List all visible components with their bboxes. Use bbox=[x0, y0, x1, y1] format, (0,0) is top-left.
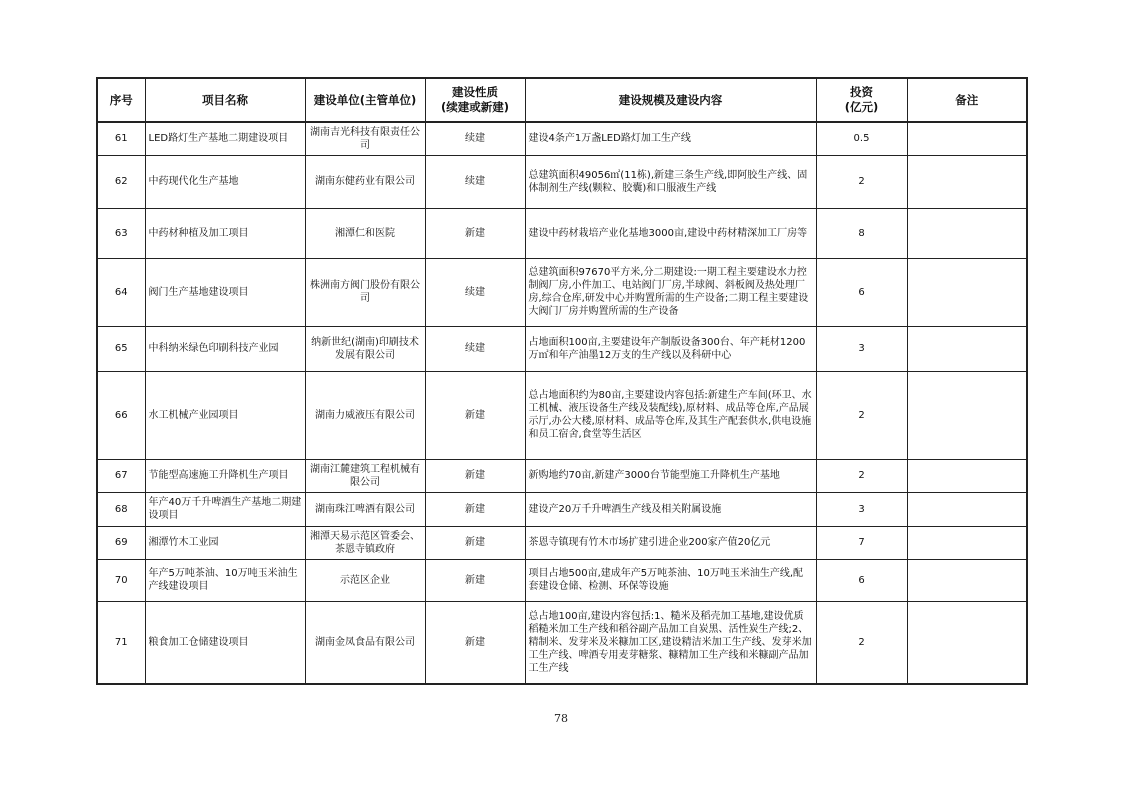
cell-nature: 续建 bbox=[425, 326, 525, 371]
table-row bbox=[97, 208, 1027, 258]
cell-investment: 6 bbox=[816, 559, 907, 601]
cell-remarks bbox=[907, 122, 1027, 155]
cell-unit: 株洲南方阀门股份有限公司 bbox=[305, 258, 425, 326]
cell-unit: 湖南东健药业有限公司 bbox=[305, 155, 425, 208]
header-investment-line2: (亿元) bbox=[844, 100, 879, 114]
header-name: 项目名称 bbox=[145, 78, 305, 122]
cell-remarks bbox=[907, 155, 1027, 208]
cell-name: 中药现代化生产基地 bbox=[145, 155, 305, 208]
cell-scope: 总建筑面积97670平方米,分二期建设:一期工程主要建设水力控制阀厂房,小件加工、电站阀门厂房,半球阀、斜板阀及热处理厂房,综合仓库,研发中心并购置所需的生产设备;二期工程主要建设大阀门厂房并购置所需的生产设备 bbox=[525, 258, 816, 326]
cell-investment: 3 bbox=[816, 492, 907, 526]
cell-no: 61 bbox=[97, 122, 145, 155]
header-no: 序号 bbox=[97, 78, 145, 122]
cell-investment: 2 bbox=[816, 601, 907, 684]
cell-unit: 纳新世纪(湖南)印刷技术发展有限公司 bbox=[305, 326, 425, 371]
cell-remarks bbox=[907, 258, 1027, 326]
cell-investment: 8 bbox=[816, 208, 907, 258]
cell-scope: 项目占地500亩,建成年产5万吨茶油、10万吨玉米油生产线,配套建设仓储、检测、环保等设施 bbox=[525, 559, 816, 601]
cell-investment: 2 bbox=[816, 459, 907, 492]
cell-nature: 新建 bbox=[425, 559, 525, 601]
cell-no: 63 bbox=[97, 208, 145, 258]
cell-no: 71 bbox=[97, 601, 145, 684]
cell-scope: 茶恩寺镇现有竹木市场扩建引进企业200家产值20亿元 bbox=[525, 526, 816, 559]
header-remarks: 备注 bbox=[907, 78, 1027, 122]
table-row bbox=[97, 155, 1027, 208]
cell-nature: 新建 bbox=[425, 601, 525, 684]
cell-unit: 湖南珠江啤酒有限公司 bbox=[305, 492, 425, 526]
cell-unit: 湖南吉光科技有限责任公司 bbox=[305, 122, 425, 155]
table-row bbox=[97, 258, 1027, 326]
cell-scope: 总建筑面积49056㎡(11栋),新建三条生产线,即阿胶生产线、固体制剂生产线(颗粒、胶囊)和口服液生产线 bbox=[525, 155, 816, 208]
header-scope: 建设规模及建设内容 bbox=[525, 78, 816, 122]
header-nature-line2: (续建或新建) bbox=[440, 100, 509, 114]
cell-scope: 建设4条产1万盏LED路灯加工生产线 bbox=[525, 122, 816, 155]
cell-no: 68 bbox=[97, 492, 145, 526]
cell-name: LED路灯生产基地二期建设项目 bbox=[145, 122, 305, 155]
table-row bbox=[97, 601, 1027, 684]
cell-investment: 7 bbox=[816, 526, 907, 559]
table-row bbox=[97, 326, 1027, 371]
cell-remarks bbox=[907, 326, 1027, 371]
cell-name: 粮食加工仓储建设项目 bbox=[145, 601, 305, 684]
cell-scope: 建设中药材栽培产业化基地3000亩,建设中药材精深加工厂房等 bbox=[525, 208, 816, 258]
cell-name: 水工机械产业园项目 bbox=[145, 371, 305, 459]
table-header bbox=[97, 78, 1027, 122]
cell-name: 年产40万千升啤酒生产基地二期建设项目 bbox=[145, 492, 305, 526]
table-row bbox=[97, 559, 1027, 601]
cell-name: 中科纳米绿色印刷科技产业园 bbox=[145, 326, 305, 371]
cell-remarks bbox=[907, 371, 1027, 459]
cell-scope: 总占地100亩,建设内容包括:1、糙米及稻壳加工基地,建设优质稻糙米加工生产线和稻谷副产品加工自炭黑、活性炭生产线;2、精制米、发芽米及米糠加工区,建设精洁米加工生产线、发芽米加工生产线、啤酒专用麦芽糖浆、糠精加工生产线和米糠副产品加工生产线 bbox=[525, 601, 816, 684]
header-nature bbox=[425, 78, 525, 122]
cell-nature: 新建 bbox=[425, 371, 525, 459]
cell-investment: 0.5 bbox=[816, 122, 907, 155]
cell-nature: 续建 bbox=[425, 155, 525, 208]
cell-no: 67 bbox=[97, 459, 145, 492]
cell-no: 69 bbox=[97, 526, 145, 559]
cell-remarks bbox=[907, 208, 1027, 258]
cell-name: 中药材种植及加工项目 bbox=[145, 208, 305, 258]
cell-scope: 建设产20万千升啤酒生产线及相关附属设施 bbox=[525, 492, 816, 526]
table-row bbox=[97, 122, 1027, 155]
cell-unit: 示范区企业 bbox=[305, 559, 425, 601]
header-investment-line1: 投资 bbox=[850, 85, 873, 99]
cell-remarks bbox=[907, 459, 1027, 492]
table-row bbox=[97, 492, 1027, 526]
cell-nature: 新建 bbox=[425, 492, 525, 526]
cell-nature: 续建 bbox=[425, 258, 525, 326]
cell-no: 66 bbox=[97, 371, 145, 459]
cell-scope: 总占地面积约为80亩,主要建设内容包括:新建生产车间(环卫、水工机械、液压设备生产线及装配线),原材料、成品等仓库,产品展示厅,办公大楼,原材料、成品等仓库,及其生产配套供水,供电设施和员工宿舍,食堂等生活区 bbox=[525, 371, 816, 459]
cell-name: 年产5万吨茶油、10万吨玉米油生产线建设项目 bbox=[145, 559, 305, 601]
project-table bbox=[96, 77, 1028, 685]
cell-unit: 湘潭仁和医院 bbox=[305, 208, 425, 258]
cell-investment: 2 bbox=[816, 155, 907, 208]
cell-nature: 新建 bbox=[425, 208, 525, 258]
cell-unit: 湘潭天易示范区管委会、茶恩寺镇政府 bbox=[305, 526, 425, 559]
cell-name: 湘潭竹木工业园 bbox=[145, 526, 305, 559]
header-investment bbox=[816, 78, 907, 122]
cell-no: 70 bbox=[97, 559, 145, 601]
cell-remarks bbox=[907, 601, 1027, 684]
table-body bbox=[97, 122, 1027, 684]
page-number: 78 bbox=[554, 712, 568, 725]
cell-nature: 新建 bbox=[425, 526, 525, 559]
cell-unit: 湖南江麓建筑工程机械有限公司 bbox=[305, 459, 425, 492]
cell-investment: 6 bbox=[816, 258, 907, 326]
cell-nature: 续建 bbox=[425, 122, 525, 155]
cell-no: 62 bbox=[97, 155, 145, 208]
cell-scope: 新购地约70亩,新建产3000台节能型施工升降机生产基地 bbox=[525, 459, 816, 492]
cell-remarks bbox=[907, 526, 1027, 559]
table-row bbox=[97, 371, 1027, 459]
header-nature-line1: 建设性质 bbox=[452, 85, 498, 99]
table-row bbox=[97, 459, 1027, 492]
cell-no: 64 bbox=[97, 258, 145, 326]
cell-unit: 湖南力威液压有限公司 bbox=[305, 371, 425, 459]
cell-investment: 3 bbox=[816, 326, 907, 371]
cell-name: 节能型高速施工升降机生产项目 bbox=[145, 459, 305, 492]
header-row bbox=[97, 78, 1027, 122]
table-row bbox=[97, 526, 1027, 559]
cell-nature: 新建 bbox=[425, 459, 525, 492]
header-unit: 建设单位(主管单位) bbox=[305, 78, 425, 122]
cell-unit: 湖南金凤食品有限公司 bbox=[305, 601, 425, 684]
cell-investment: 2 bbox=[816, 371, 907, 459]
cell-remarks bbox=[907, 559, 1027, 601]
cell-name: 阀门生产基地建设项目 bbox=[145, 258, 305, 326]
cell-scope: 占地面积100亩,主要建设年产制版设备300台、年产耗材1200万㎡和年产油墨12万支的生产线以及科研中心 bbox=[525, 326, 816, 371]
cell-remarks bbox=[907, 492, 1027, 526]
cell-no: 65 bbox=[97, 326, 145, 371]
